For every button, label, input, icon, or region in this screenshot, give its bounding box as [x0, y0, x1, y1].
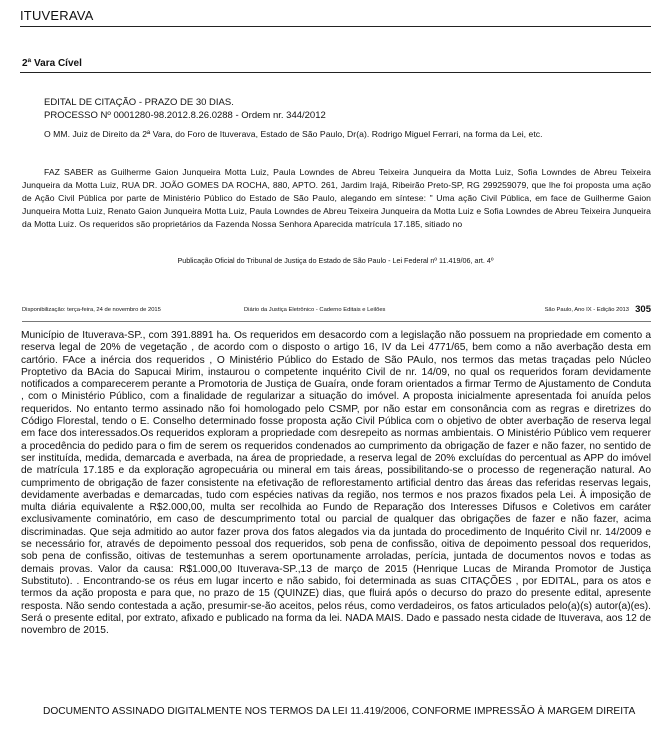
edital-title: EDITAL DE CITAÇÃO - PRAZO DE 30 DIAS. — [44, 97, 234, 108]
court-header: 2ª Vara Cível — [22, 58, 82, 69]
band-journal: Diário da Justiça Eletrônico - Caderno Editais e Leilões — [244, 307, 386, 313]
publication-note: Publicação Oficial do Tribunal de Justiça do Estado de São Paulo - Lei Federal nº 11.419/06, art. 4º — [177, 256, 494, 265]
page-band — [0, 283, 671, 327]
process-number: PROCESSO Nº 0001280-98.2012.8.26.0288 - Ordem nr. 344/2012 — [44, 110, 326, 121]
faz-saber-paragraph: FAZ SABER as Guilherme Gaion Junqueira Motta Luiz, Paula Lowndes de Abreu Teixeira Junqueira da Motta Luiz, Sofia Lowndes de Abreu Teixeira Junqueira da Motta Luiz, RUA DR. JOÃO GOMES DA ROCHA, 880, APTO. 261, Jardim Irajá, Ribeirão Preto-SP, RG 299259079, que lhe foi proposta uma ação de Ação Civil Pública por parte de Ministério Público do Estado de São Paulo, alegando em síntese: " Uma ação Civil Pública, em face de Guilherme Gaion Junqueira Motta Luiz, Renato Gaion Junqueira Motta Luiz, Paula Lowndes de Abreu Teixeira Junqueira da Motta Luiz e Sofia Lowndes de Abreu Teixeira Junqueira da Motta Luiz. Os requeridos são proprietários da Fazenda Nossa Senhora Aparecida matrícula 17.185, sitiado no — [22, 167, 651, 229]
band-edition: São Paulo, Ano IX - Edição 2013 — [544, 307, 629, 313]
page-number: 305 — [635, 304, 651, 315]
band-date: Disponibilização: terça-feira, 24 de novembro de 2015 — [22, 307, 161, 313]
digital-signature-note: DOCUMENTO ASSINADO DIGITALMENTE NOS TERMOS DA LEI 11.419/2006, CONFORME IMPRESSÃO À MARGEM DIREITA — [43, 706, 636, 717]
edital-heading — [44, 96, 326, 122]
city-header: ITUVERAVA — [20, 8, 651, 27]
judge-paragraph: O MM. Juiz de Direito da 2ª Vara, do Foro de Ituverava, Estado de São Paulo, Dr(a). Rodrigo Miguel Ferrari, na forma da Lei, etc. — [44, 129, 543, 139]
court-rule — [20, 72, 651, 73]
edital-body: Município de Ituverava-SP., com 391.8891 ha. Os requeridos em desacordo com a legislação não possuem na propriedade em comento a reserva legal de 20% de vegetação , de acordo com o disposto o artigo 16, IV da Lei 4771/65, bem como a não averbação desta em cartório. FAce a inércia dos requeridos , O Ministério Público do Estado de São PAulo, nos termos das metas traçadas pelo Núcleo Proptetivo da BAcia do Sapucai Mirim, instaurou o competente inquérito Civil de nr. 14/09, no qual os requeridos foram devidamente notificados a comparecerem perante a Promotoria de Justiça de Guaíra, onde foram orientados a firmar Termo de Ajustamento de Conduta , com o Ministério Público, com a finalidade de regularizar a situação do imóvel. A proposta inicialmente apresentada foi anuída pelos requeridos. No entanto termo assinado não foi homologado pelo CSMP, por não estar em consonância com as regras e diretrizes do Código Florestal, tendo o E. Conselho determinado fosse proposta ação Civil Pública com o objetivo de obter averbação de reserva legal em face dos interessados.Os requeridos exploram a propriedade com desrepeito as normas ambientais. O Ministério Público vem requerer a procedência do pedido para o fim de serem os requeridos condenados ao cumprimento da obrigação de fazer e não fazer, no sentido de ser instituída, medida, demarcada e averbada, na área de propriedade, a reserva legal de 20% excluídas do percentual as APP do imóvel de matrícula 17.185 e da exploração agropecuária ou mineral em tais áreas, possibilitando-se o processo de regeneração natural. Ao cumprimento de obrigação de fazer consistente na efetivação de reflorestamento artificial dentro das áreas das referidas reservas legais, devidamente averbadas e demarcadas, tudo com espécies nativas da região, nos termos e nos prazos fixados pela Lei. À imposição de multa diária equivalente a R$2.000,00, multa ser recolhida ao Fundo de Reparação dos Interesses Difusos e Coletivos em caráter exclusivamente cominatório, em caso de descumprimento total ou parcial de qualquer das obrigações de fazer e não fazer, acima discriminadas. Que seja admitido ao autor fazer prova dos fatos alegados via da juntada do procedimento de Inquérito Civil nr. 14/2009 e se necessário for, através de depoimento pessoal dos requeridos, sob pena de confissão, oitiva de depoimento pessoal dos requeridos, sob pena de confissão, oitivas de testemunhas a serem oportunamente arroladas, perícia, juntada de documentos novos e todas as demais provas. Valor da causa: R$1.000,00 Ituverava-SP.,13 de março de 2015 (Henrique Lucas de Miranda Promotor de Justiça Substituto). . Encontrando-se os réus em lugar incerto e não sabido, foi determinada as suas CITAÇÕES , por EDITAL, para os atos e termos da ação proposta e para que, no prazo de 15 (QUINZE) dias, que fluirá após o decurso do prazo do presente edital, apresente resposta. Não sendo contestada a ação, presumir-se-ão aceitos, pelos réus, como verdadeiros, os fatos articulados pelo(a)(s) autor(a)(es). Será o presente edital, por extrato, afixado e publicado na forma da lei. NADA MAIS. Dado e passado nesta cidade de Ituverava, aos 12 de novembro de 2015. — [21, 330, 651, 637]
band-divider — [22, 321, 651, 322]
